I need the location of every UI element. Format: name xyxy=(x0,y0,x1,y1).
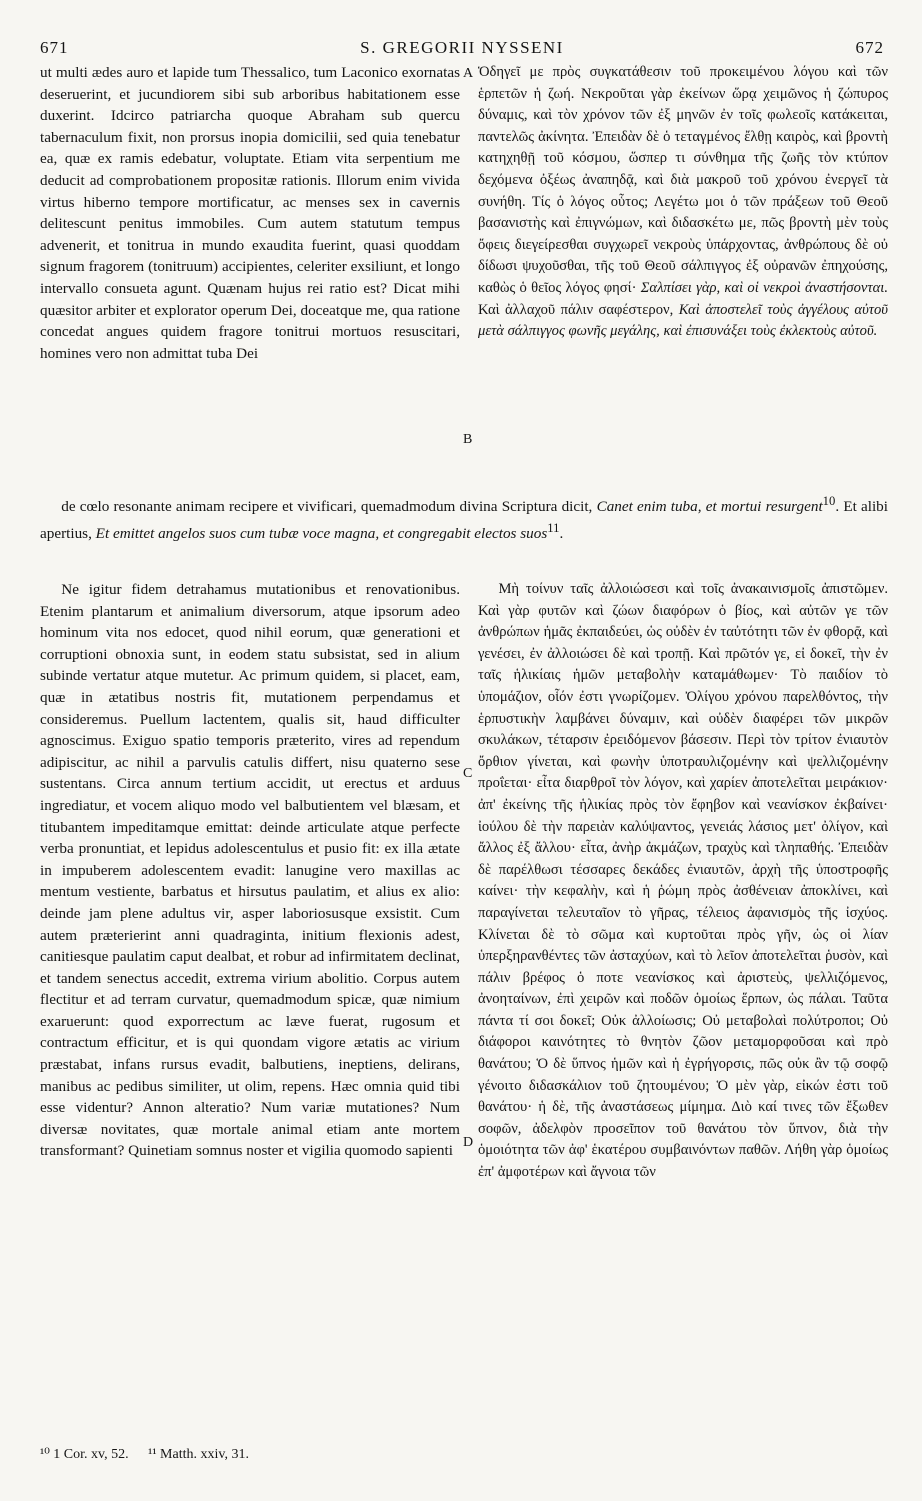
latin-text: . Et alibi apertius, xyxy=(40,498,888,542)
footnote-10: ¹⁰ 1 Cor. xv, 52. xyxy=(40,1447,129,1462)
footnote-ref: 11 xyxy=(547,520,560,535)
greek-text: Καὶ ἀλλαχοῦ πάλιν σαφέστερον, xyxy=(478,301,674,318)
running-title: S. GREGORII NYSSENI xyxy=(360,38,564,57)
latin-continuation xyxy=(40,491,888,544)
footnotes xyxy=(40,1446,888,1463)
page-header xyxy=(40,38,884,62)
latin-column-bottom xyxy=(40,579,460,1162)
latin-paragraph: Ne igitur fidem detrahamus mutationibus et renovationibus. Etenim plantarum et animalium diversorum, atque ipsorum adeo hominum vita nos edocet, quod nihil eorum, quæ generationi et corruptioni obnoxia sunt, in eodem statu subsistat, sed in alium subinde vertatur atque mutetur. Ac primum quidem, si placet, eam, quæ in ætatibus nostris fit, mutationem perpendamus et consideremus. Puellum lactentem, qualis sit, haud difficulter agnoscimus. Exiguo spatio temporis præterito, vires ad rependum adipiscitur, ac nihil a parvulis catulis differt, nisu quaterno sese sustentans. Circa annum tertium accidit, ut erectus et arduus ingrediatur, et vocem aliquo modo vel balbutientem vel blæsam, et titubantem impeditamque emittat: deinde articulate atque perfecte verba pronuntiat, et lepidus adolescentulus et pusio fit: ex illa ætate in impuberem adolescentem evadit: lanugine vero maxillas ac mentum vestiente, barbatus et hirsutus paulatim, et alius ex alio: deinde jam plene adultus vir, asper laboriosusque exsistit. Cum autem præterierint anni quadraginta, initium flexionis adest, canitiesque paulatim caput dealbat, et robur ad infirmitatem declinat, et tandem senectus accedit, extrema virium abolitio. Corpus autem flectitur et ad terram curvatur, quemadmodum spicæ, quæ nimium exaruerunt: quod exporrectum ac læve fuerat, rugosum et contractum efficitur, et is qui quondam vigore ætatis ac virium præstabat, infans rursus evadit, balbutiens, ineptiens, delirans, manibus ac pedibus similiter, ut olim, repens. Hæc omnia quid tibi esse videntur? Annon alteratio? Num variæ mutationes? Num diversæ novitates, quæ mortale animal etiam ante mortem transformant? Quinetiam somnus noster et vigilia quomodo sapienti xyxy=(40,581,460,1160)
page-number-left: 671 xyxy=(40,38,69,57)
latin-text: de cœlo resonante animam recipere et vivificari, quemadmodum divina Scriptura dicit, xyxy=(61,498,593,516)
scripture-quote: Et emittet angelos suos cum tubæ voce magna, et congregabit electos suos xyxy=(95,524,548,542)
latin-column-top xyxy=(40,62,460,364)
footnote-11: ¹¹ Matth. xxiv, 31. xyxy=(148,1447,249,1462)
section-marker-b: B xyxy=(463,432,473,447)
section-marker-a: A xyxy=(463,66,474,81)
greek-column-top xyxy=(478,62,888,343)
latin-text: . xyxy=(559,524,564,542)
section-marker-c: C xyxy=(463,766,473,781)
section-marker-d: D xyxy=(463,1135,474,1150)
greek-column-bottom xyxy=(478,579,888,1184)
scripture-quote: Canet enim tuba, et mortui resurgent xyxy=(596,498,823,516)
greek-paragraph: Μὴ τοίνυν ταῖς ἀλλοιώσεσι καὶ τοῖς ἀνακαινισμοῖς ἀπιστῶμεν. Καὶ γὰρ φυτῶν καὶ ζώων διαφόρων ὁ βίος, καὶ αὐτῶν γε τῶν ἀνθρώπων ἡμᾶς ἐκπαιδεύει, ὡς οὐδὲν ἐν ταὐτότητι τῶν ἐν φθορᾷ, καὶ γενέσει, ἐν ἀλλοιώσει δὲ καὶ τροπῇ. Καὶ πρῶτόν γε, εἰ δοκεῖ, τὴν ἐν ταῖς ἡλικίαις ἡμῶν μεταβολὴν καταμάθωμεν· Τὸ παιδίον τὸ ὑπομάζιον, οἷόν ἐστι γνωρίζομεν. Ὀλίγου χρόνου παρελθόντος, τὴν ἑρπυστικὴν λαμβάνει δύναμιν, καὶ οὐδὲν διαφέρει τῶν μικρῶν σκυλάκων, τέταρσιν ἐρειδόμενον βάσεσιν. Περὶ τὸν τρίτον ἐνιαυτὸν ὄρθιον γίνεται, καὶ φωνὴν ὑποτραυλιζομένην καὶ ψελλιζομένην προΐεται· εἶτα διαρθροῖ τὸν λόγον, καὶ χαρίεν ἀποτελεῖται μειράκιον· ἀπ' ἐκείνης τῆς ἡλικίας πρὸς τὸν ἔφηβον καὶ νεανίσκον ἐκβαίνει· ἰούλου δὲ τὴν παρειὰν καλύψαντος, γενειάς λάσιος μετ' ὀλίγον, καὶ ἄλλος ἐξ ἄλλου· εἶτα, ἀνὴρ ἀκμάζων, τραχὺς καὶ τληπαθής. Ἐπειδὰν δὲ παρέλθωσι τέσσαρες δεκάδες ἐνιαυτῶν, ἀρχὴ τῆς ὑποστροφῆς καίνει· τὴν κεφαλὴν, καὶ ἡ ῥώμη πρὸς ἀσθένειαν ἀποκλίνει, καὶ παραγίνεται τελευταῖον τὸ γῆρας, τέλειος ἀφανισμὸς τῆς ἰσχύος. Κλίνεται δὲ τὸ σῶμα καὶ κυρτοῦται πρὸς γῆν, ὡς οἱ λίαν ὑπερξηρανθέντες τῶν ἀσταχύων, καὶ τὸ λεῖον ἀποτελεῖται ῥυσὸν, καὶ πάλιν βρέφος ὁ ποτε νεανίσκος καὶ ἀριστεὺς, ψελλιζόμενος, ἀνοηταίνων, ἐπὶ χειρῶν καὶ ποδῶν ὁμοίως ἕρπων, ὡς πάλαι. Ταῦτα πάντα τί σοι δοκεῖ; Οὐκ ἀλλοίωσις; Οὐ μεταβολαὶ πολύτροποι; Οὐ διάφοροι καινότητες τὸ θνητὸν ζῶον μεταμορφοῦσαι καὶ πρὸ θανάτου; Ὁ δὲ ὕπνος ἡμῶν καὶ ἡ ἐγρήγορσις, πῶς οὐκ ἂν τῷ σοφῷ γένοιτο διδασκάλιον τοῦ ζητουμένου; Ὁ μὲν γὰρ, εἰκών ἐστι τοῦ θανάτου· ἡ δὲ, τῆς ἀναστάσεως μίμημα. Διὸ καί τινες τῶν ἔξωθεν σοφῶν, ἀδελφὸν προσεῖπον τοῦ θανάτου τὸν ὕπνον, διὰ τὴν ὁμοιότητα τῶν ἀφ' ἑκατέρου συμβαινόντων παθῶν. Λήθη γὰρ ὁμοίως ἐπ' ἀμφοτέρων καὶ ἄγνοια τῶν xyxy=(478,581,888,1181)
greek-quote: Σαλπίσει γὰρ, καὶ οἱ νεκροὶ ἀναστήσονται. xyxy=(640,279,888,296)
footnote-ref: 10 xyxy=(822,494,836,508)
latin-continuation-paragraph xyxy=(40,491,888,544)
page-number-right: 672 xyxy=(855,38,884,57)
greek-text: Ὁδηγεῖ με πρὸς συγκατάθεσιν τοῦ προκειμένου λόγου καὶ τῶν ἑρπετῶν ἡ ζωή. Νεκροῦται γὰρ ἐκείνων ὥρᾳ χειμῶνος ἡ ζώπυρος δύναμις, καὶ τὸν χρόνον τῶν ἐξ μηνῶν ἐν τοῖς φωλεοῖς κατάκειται, παντελῶς ἀκίνητα. Ἐπειδὰν δὲ ὁ τεταγμένος ἔλθῃ καιρὸς, καὶ βροντὴ κατηχηθῇ τοῦ κόσμου, ὥσπερ τι σύνθημα τῆς ζωῆς τὸν κτύπον δεχόμενα ὀξέως ἀναπηδᾷ, καὶ διὰ μακροῦ τοῦ χρόνου ἐνεργεῖ τὰ συνήθη. Τίς ὁ λόγος οὗτος; Λεγέτω μοι ὁ τῶν πράξεων τοῦ Θεοῦ βασανιστὴς καὶ ἐπιγνώμων, καὶ διδασκέτω με, πῶς βροντὴ μὲν τοὺς ὄφεις διεγείρεσθαι συγχωρεῖ νεκροὺς ὑπάρχοντας, ἀνθρώπους δὲ οὐ δίδωσι ψυχοῦσθαι, τῆς τοῦ Θεοῦ σάλπιγγος ἐξ οὐρανῶν ἐπηχούσης, καθὼς ὁ θεῖος λόγος φησί· xyxy=(478,64,888,296)
greek-quote: Καὶ ἀποστελεῖ τοὺς ἀγγέλους αὐτοῦ μετὰ σάλπιγγος φωνῆς μεγάλης, καὶ ἐπισυνάξει τοὺς ἐκλεκτοὺς αὐτοῦ. xyxy=(478,301,888,340)
greek-paragraph xyxy=(478,62,888,343)
latin-paragraph: ut multi ædes auro et lapide tum Thessalico, tum Laconico exornatas deseruerint, et jucundiorem sibi sub arboribus habitationem esse duxerint. Idcirco patriarcha quoque Abraham sub quercu tabernaculum fixit, non prorsus inopia domicilii, sed quia tenebatur ea, quæ ex ramis edebatur, voluptate. Etiam vita serpentium me deducit ad comprobationem propositæ rationis. Illorum enim vivida virtus hiberno tempore mortificatur, ac menses sex in cavernis delitescunt penitus immobiles. Cum autem statutum tempus advenerit, et tonitrua in mundo exaudita fuerint, quasi quoddam signum fragorem (tonitruum) accipientes, celeriter exsiliunt, et longo intervallo consueta agunt. Quænam hujus rei ratio est? Dicat mihi quæsitor arbiter et explorator operum Dei, doceatque me, qua ratione concedat angues quidem fragore tonitrui mortuos resuscitari, homines vero non admittat tuba Dei xyxy=(40,64,460,362)
